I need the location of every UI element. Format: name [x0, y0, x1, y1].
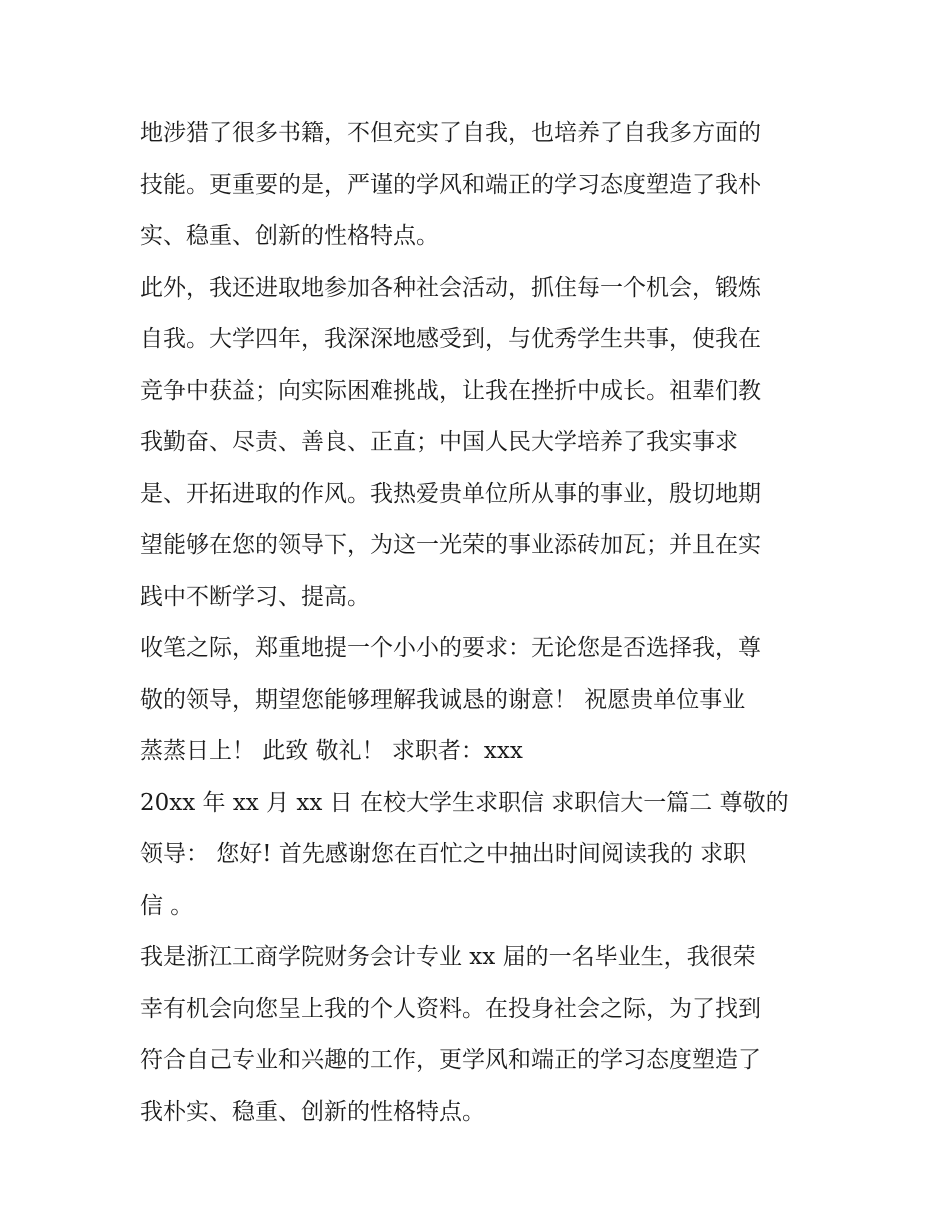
text-line: 是、开拓进取的作风。我热爱贵单位所从事的事业，殷切地期	[140, 480, 761, 507]
text-line: 符合自己专业和兴趣的工作，更学风和端正的学习态度塑造了	[140, 1047, 761, 1073]
text-line: 我朴实、稳重、创新的性格特点。	[140, 1098, 485, 1125]
text-line: 竞争中获益；向实际困难挑战，让我在挫折中成长。祖辈们教	[140, 377, 761, 404]
text-line: 敬的领导，期望您能够理解我诚恳的谢意！ 祝愿贵单位事业	[140, 686, 746, 713]
text-line: 实、稳重、创新的性格特点。	[140, 223, 439, 249]
text-line: 蒸蒸日上！ 此致 敬礼！ 求职者：xxx	[140, 738, 523, 764]
text-line: 自我。大学四年，我深深地感受到，与优秀学生共事，使我在	[140, 326, 761, 352]
text-line: 信 。	[140, 892, 194, 919]
text-line: 望能够在您的领导下，为这一光荣的事业添砖加瓦；并且在实	[140, 532, 761, 558]
text-line: 地涉猎了很多书籍，不但充实了自我，也培养了自我多方面的	[140, 120, 761, 146]
document-body	[140, 108, 820, 1138]
text-line: 领导： 您好! 首先感谢您在百忙之中抽出时间阅读我的 求职	[140, 841, 747, 867]
text-line: 此外，我还进取地参加各种社会活动，抓住每一个机会，锻炼	[140, 274, 761, 301]
text-line: 我是浙江工商学院财务会计专业 xx 届的一名毕业生，我很荣	[140, 944, 756, 970]
text-line: 20xx 年 xx 月 xx 日 在校大学生求职信 求职信大一篇二 尊敬的	[140, 789, 789, 816]
text-line: 技能。更重要的是，严谨的学风和端正的学习态度塑造了我朴	[140, 171, 761, 198]
text-line: 幸有机会向您呈上我的个人资料。在投身社会之际，为了找到	[140, 995, 761, 1022]
text-line: 我勤奋、尽责、善良、正直；中国人民大学培养了我实事求	[140, 429, 738, 455]
text-line: 践中不断学习、提高。	[140, 583, 370, 610]
text-line: 收笔之际，郑重地提一个小小的要求：无论您是否选择我，尊	[140, 635, 761, 661]
